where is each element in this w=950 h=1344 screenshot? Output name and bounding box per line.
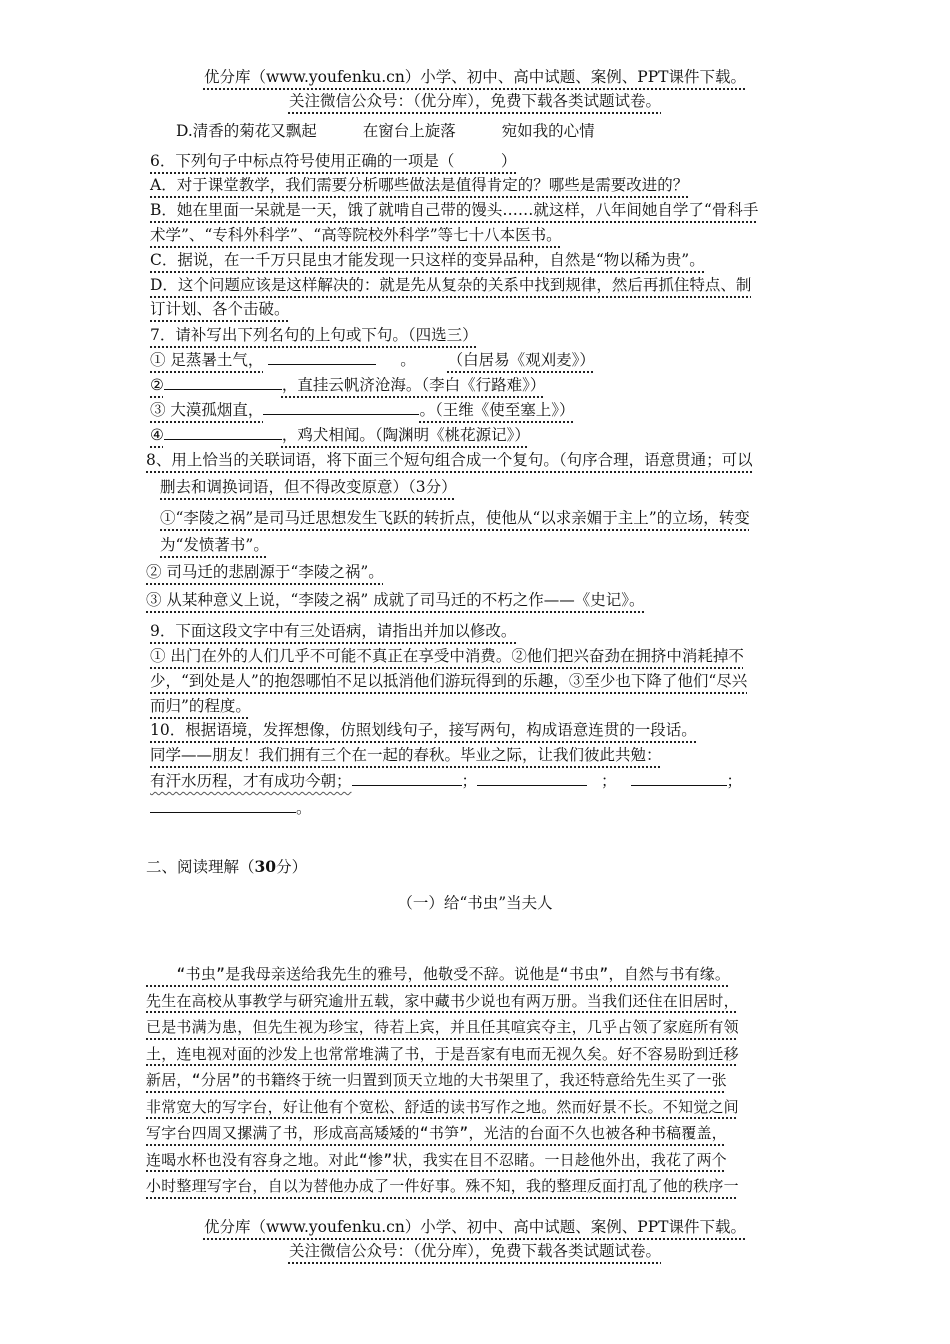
q8-stem2-text: 删去和调换词语，但不得改变原意）（3分） — [160, 478, 457, 496]
essay-line-text: 非常宽大的写字台，好让他有个宽松、舒适的读书写作之地。然而好景不长。不知觉之间 — [146, 1097, 739, 1116]
q8-s2-text: ② 司马迁的悲剧源于“李陵之祸”。 — [146, 563, 384, 581]
q6-stem-text: 6．下列句子中标点符号使用正确的一项是（ ） — [150, 152, 517, 170]
q8-stem-line2 — [160, 476, 457, 498]
q7-stem — [150, 324, 478, 346]
q6-a-text: A．对于课堂教学，我们需要分析哪些做法是值得肯定的？哪些是需要改进的？ — [150, 176, 689, 194]
q6-option-b-line2 — [150, 224, 562, 246]
essay-line-text: 土，连电视对面的沙发上也常常堆满了书，于是吾家有电而无视久矣。好不容易盼到迁移 — [146, 1044, 739, 1063]
q7-item-2-num: ② — [150, 376, 164, 394]
essay-line — [146, 990, 739, 1012]
section-2-title-pre: 二、阅读理解（ — [146, 858, 255, 876]
q7-answer-blank-4[interactable] — [164, 423, 282, 440]
essay-line-text: 小时整理写字台，自以为替他办成了一件好事。殊不知，我的整理反面打乱了他的秩序一 — [146, 1177, 739, 1195]
q6-option-d-line2 — [150, 298, 290, 320]
q5-d-part-b: 在窗台上旋落 — [362, 122, 456, 140]
q8-sentence-1-line2 — [160, 534, 269, 556]
q9-text-line1 — [150, 645, 744, 667]
q7-stem-text: 7．请补写出下列名句的上句或下句。（四选三） — [150, 326, 478, 344]
q6-b2-text: 术学”、“专科外科学”、“高等院校外科学”等七十八本医书。 — [150, 226, 562, 244]
essay-line — [146, 1175, 739, 1197]
q5-option-d — [176, 120, 595, 142]
essay-line-text: 写字台四周又摞满了书，形成高高矮矮的“书笋”，光洁的台面不久也被各种书稿覆盖， — [146, 1124, 727, 1142]
q6-option-c — [150, 249, 705, 271]
q8-stem-line1 — [146, 449, 753, 471]
essay-line-text: “书虫”是我母亲送给我先生的雅号，他敬受不辞。说他是“书虫”，自然与书有缘。 — [146, 965, 731, 983]
q6-c-text: C．据说，在一千万只昆虫才能发现一只这样的变异品种，自然是“物以稀为贵”。 — [150, 251, 705, 269]
essay-line — [146, 1069, 727, 1091]
essay-line — [146, 1149, 727, 1171]
essay-line — [146, 1122, 727, 1144]
q10-end: 。 — [296, 799, 312, 817]
header-line-2 — [0, 90, 950, 112]
footer-text-2: 关注微信公众号：（优分库），免费下载各类试题试卷。 — [288, 1242, 661, 1260]
q9-text-line3 — [150, 695, 251, 717]
essay-line-text: 已是书满为患，但先生视为珍宝，待若上宾，并且任其喧宾夺主，几乎占领了家庭所有领 — [146, 1018, 739, 1036]
reading-subtitle-text: （一）给“书虫”当夫人 — [397, 894, 553, 912]
q7-item-1 — [150, 348, 595, 371]
q6-stem — [150, 150, 516, 172]
q6-d2-text: 订计划、各个击破。 — [150, 300, 290, 318]
q6-option-b-line1 — [150, 199, 758, 221]
q8-sentence-1-line1 — [160, 507, 750, 529]
q8-s1a-text: ①“李陵之祸”是司马迁思想发生飞跃的转折点，使他从“以求亲媚于主上”的立场，转变 — [160, 509, 750, 527]
q7-item-4-num: ④ — [150, 426, 164, 444]
q9-stem — [150, 620, 516, 642]
q10-answer-blank-4[interactable] — [150, 796, 296, 813]
q7-item-3-text: ③ 大漠孤烟直， — [150, 401, 264, 419]
q8-stem1-text: 8、用上恰当的关联词语，将下面三个短句组合成一个复句。（句序合理，语意贯通；可以 — [146, 451, 753, 469]
q6-option-d-line1 — [150, 274, 751, 296]
q10-t1-text: 同学——朋友！我们拥有三个在一起的春秋。毕业之际，让我们彼此共勉： — [150, 746, 662, 764]
q10-text-line2 — [150, 769, 742, 792]
q10-sep-3: ； — [726, 772, 743, 790]
essay-line — [146, 1043, 739, 1065]
q7-item-2-text: ，直挂云帆济沧海。（李白《行路难》） — [281, 376, 546, 394]
q10-answer-blank-3[interactable] — [631, 769, 727, 786]
q5-d-part-c: 宛如我的心情 — [501, 122, 595, 140]
q10-stem — [150, 719, 697, 741]
section-2-title-num: 30 — [254, 857, 277, 876]
q10-answer-blank-1[interactable] — [352, 769, 462, 786]
q9-t1-text: ① 出门在外的人们几乎不可能不真正在享受中消费。②他们把兴奋劲在拥挤中消耗掉不 — [150, 647, 744, 665]
q7-item-3-source: 。（王维《使至塞上》） — [419, 401, 575, 419]
q9-stem-text: 9．下面这段文字中有三处语病，请指出并加以修改。 — [150, 622, 517, 640]
q10-model-sentence: 有汗水历程，才有成功今朝； — [150, 772, 352, 790]
q6-option-a — [150, 174, 688, 196]
q7-answer-blank-2[interactable] — [164, 373, 282, 390]
q7-answer-blank-3[interactable] — [263, 398, 419, 415]
section-2-title — [146, 856, 307, 878]
q7-item-2 — [150, 373, 545, 396]
q7-item-1-text: ① 足蒸暑土气， — [150, 351, 264, 369]
q10-sep-1: ； — [461, 772, 478, 790]
q10-text-line1 — [150, 744, 662, 766]
q10-answer-blank-2[interactable] — [477, 769, 587, 786]
header-text-1: 优分库（www.youfenku.cn）小学、初中、高中试题、案例、PPT课件下载。 — [203, 68, 747, 86]
essay-line — [146, 963, 730, 985]
footer-text-1: 优分库（www.youfenku.cn）小学、初中、高中试题、案例、PPT课件下载。 — [203, 1218, 747, 1236]
q7-item-1-source: （白居易《观刈麦》） — [447, 351, 595, 369]
q6-b1-text: B．她在里面一呆就是一天，饿了就啃自己带的馒头……就这样，八年间她自学了“骨科手 — [150, 201, 759, 219]
section-2-title-post: 分） — [276, 858, 308, 876]
q8-sentence-2 — [146, 561, 384, 583]
q10-text-line3 — [150, 796, 312, 819]
header-line-1 — [0, 66, 950, 88]
q8-sentence-3 — [146, 589, 644, 611]
q9-text-line2 — [150, 670, 747, 692]
q9-t2-text: 少，“到处是人”的抱怨哪怕不足以抵消他们游玩得到的乐趣，③至少也下降了他们“尽兴 — [150, 672, 748, 690]
essay-line-text: 连喝水杯也没有容身之地。对此“惨”状，我实在目不忍睹。一日趁他外出，我花了两个 — [146, 1150, 727, 1169]
q7-item-4 — [150, 423, 530, 446]
essay-line — [146, 1016, 739, 1038]
q7-item-4-text: ，鸡犬相闻。（陶渊明《桃花源记》） — [281, 426, 530, 444]
q8-s1b-text: 为“发愤著书”。 — [160, 536, 269, 554]
footer-line-2 — [0, 1240, 950, 1262]
header-text-2: 关注微信公众号：（优分库），免费下载各类试题试卷。 — [288, 92, 661, 110]
q9-t3-text: 而归”的程度。 — [150, 697, 251, 715]
q6-d1-text: D．这个问题应该是这样解决的：就是先从复杂的关系中找到规律，然后再抓住特点、制 — [150, 276, 752, 294]
q10-stem-text: 10．根据语境，发挥想像，仿照划线句子，接写两句，构成语意连贯的一段话。 — [150, 721, 697, 739]
q7-item-3 — [150, 398, 574, 421]
reading-subtitle — [0, 892, 950, 914]
q8-s3-text: ③ 从某种意义上说，“李陵之祸” 成就了司马迁的不朽之作——《史记》。 — [146, 591, 645, 609]
essay-line — [146, 1096, 739, 1118]
q7-answer-blank-1[interactable] — [268, 348, 376, 365]
essay-line-text: 先生在高校从事教学与研究逾卅五载，家中藏书少说也有两万册。当我们还住在旧居时， — [146, 991, 739, 1010]
q7-item-1-period: 。 — [400, 351, 416, 369]
q10-sep-2: ； — [601, 772, 617, 790]
footer-line-1 — [0, 1216, 950, 1238]
q5-d-part-a: D.清香的菊花又飘起 — [176, 122, 317, 140]
essay-line-text: 新居，“分居”的书籍终于统一归置到顶天立地的大书架里了，我还特意给先生买了一张 — [146, 1071, 727, 1089]
